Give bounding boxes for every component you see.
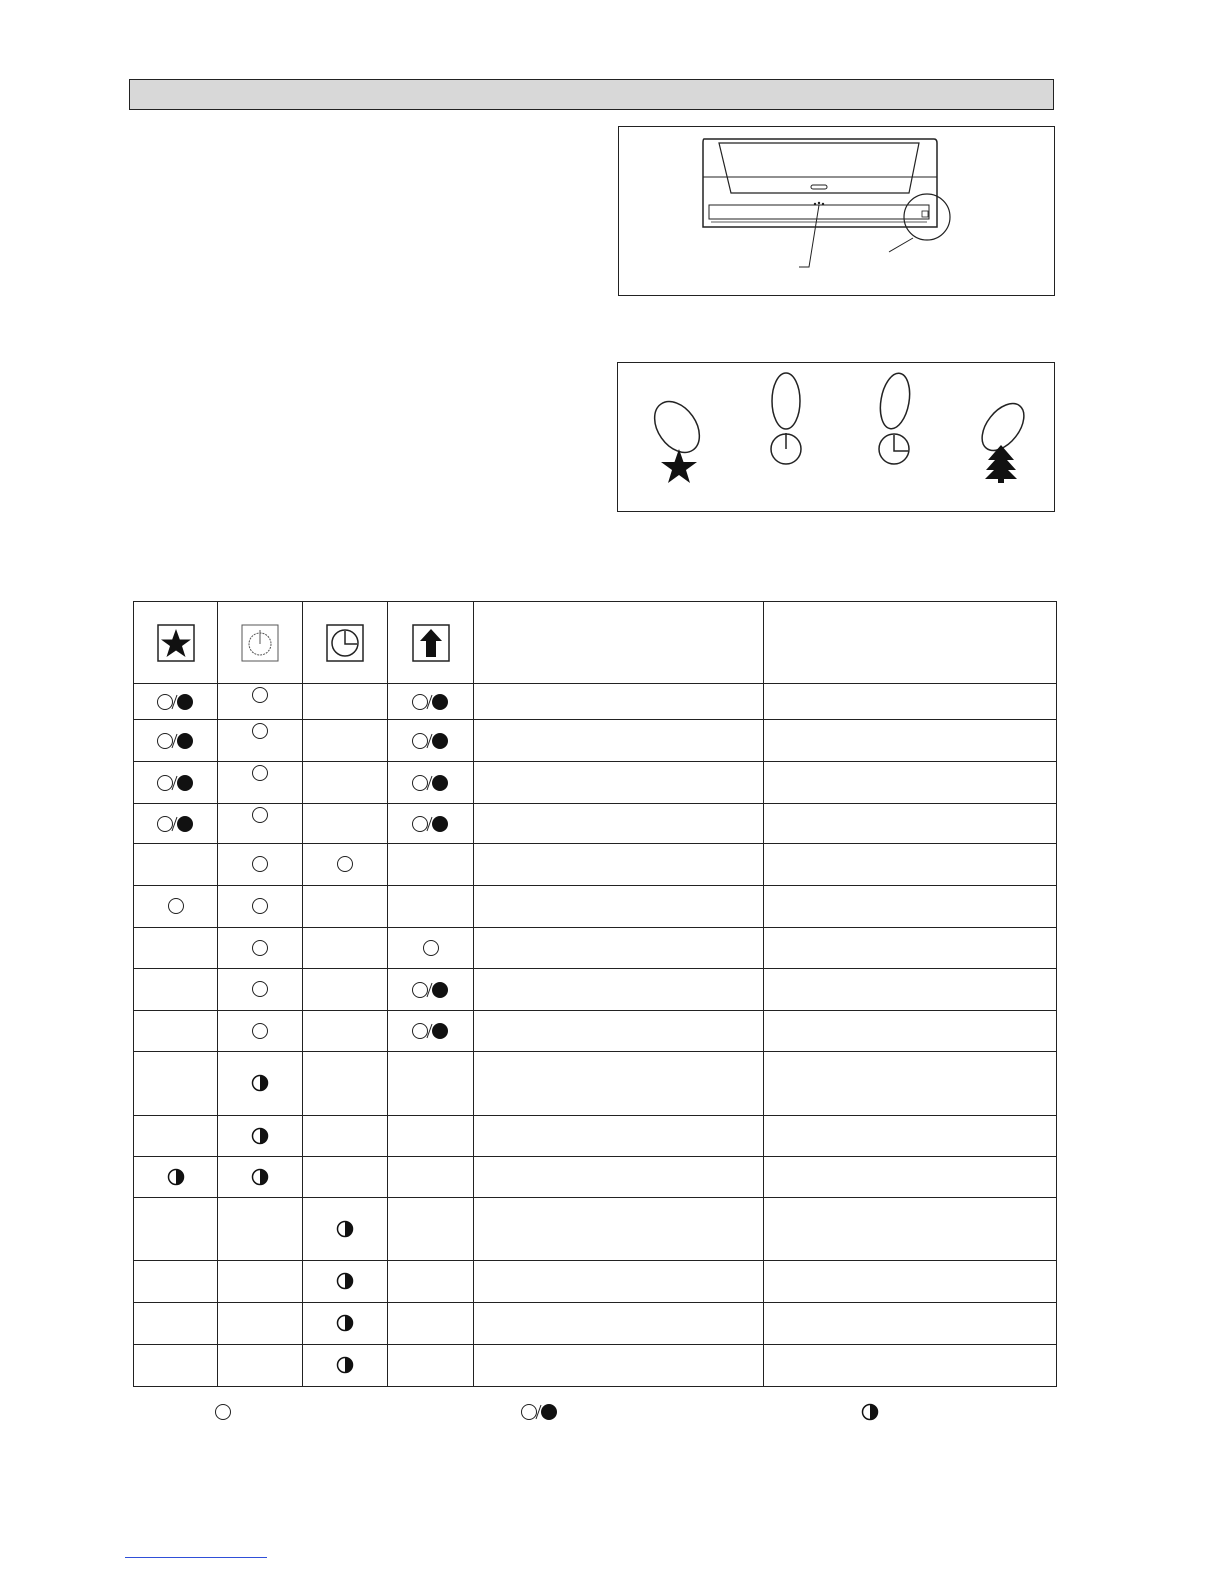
symbol-legend <box>0 1398 1224 1428</box>
on-or-off-lamp-icon <box>156 814 196 834</box>
table-row <box>134 804 1057 844</box>
star-icon <box>157 624 195 662</box>
table-cell-remarks <box>764 844 1057 886</box>
table-cell-star <box>134 1011 218 1052</box>
table-cell-remarks <box>764 1261 1057 1303</box>
table-cell-timer <box>303 1052 388 1116</box>
table-row <box>134 1011 1057 1052</box>
table-cell-timer <box>303 969 388 1011</box>
indicator-panel-illustration <box>618 363 1054 511</box>
blinking-lamp-icon <box>251 1127 269 1145</box>
table-cell-power <box>218 928 303 969</box>
table-cell-power <box>218 684 303 720</box>
table-cell-power <box>218 1261 303 1303</box>
table-cell-tree <box>388 1303 474 1345</box>
table-row <box>134 844 1057 886</box>
table-cell-power <box>218 844 303 886</box>
table-cell-tree <box>388 1261 474 1303</box>
table-cell-description <box>474 1198 764 1261</box>
table-cell-power <box>218 1011 303 1052</box>
table-cell-power <box>218 886 303 928</box>
table-cell-star <box>134 1157 218 1198</box>
on-or-off-lamp-icon <box>411 731 451 751</box>
table-cell-remarks <box>764 720 1057 762</box>
table-cell-timer <box>303 1261 388 1303</box>
table-cell-remarks <box>764 1052 1057 1116</box>
table-cell-star <box>134 1261 218 1303</box>
on-or-off-lamp-icon <box>411 814 451 834</box>
table-cell-star <box>134 1052 218 1116</box>
header-remarks <box>764 602 1057 684</box>
indoor-unit-illustration <box>619 127 1054 295</box>
table-cell-timer <box>303 762 388 804</box>
table-row <box>134 720 1057 762</box>
off-lamp-icon <box>251 764 269 782</box>
blinking-lamp-icon <box>336 1220 354 1238</box>
table-cell-tree <box>388 1198 474 1261</box>
table-row <box>134 928 1057 969</box>
section-header-bar <box>129 79 1054 110</box>
blinking-lamp-icon <box>251 1168 269 1186</box>
power-icon <box>241 624 279 662</box>
table-cell-description <box>474 1116 764 1157</box>
table-cell-power <box>218 969 303 1011</box>
table-cell-power <box>218 762 303 804</box>
off-lamp-icon <box>214 1403 232 1421</box>
table-cell-power <box>218 1052 303 1116</box>
blinking-lamp-icon <box>336 1272 354 1290</box>
header-tree <box>388 602 474 684</box>
off-lamp-icon <box>251 855 269 873</box>
table-cell-remarks <box>764 1157 1057 1198</box>
table-cell-tree <box>388 720 474 762</box>
table-cell-timer <box>303 720 388 762</box>
table-cell-star <box>134 762 218 804</box>
table-cell-star <box>134 1116 218 1157</box>
blinking-lamp-icon <box>336 1356 354 1374</box>
blinking-lamp-icon <box>336 1314 354 1332</box>
table-cell-star <box>134 969 218 1011</box>
off-lamp-icon <box>167 897 185 915</box>
blinking-lamp-icon <box>251 1074 269 1092</box>
table-row <box>134 1157 1057 1198</box>
on-or-off-lamp-icon <box>411 773 451 793</box>
table-row <box>134 1345 1057 1387</box>
table-cell-timer <box>303 1303 388 1345</box>
table-cell-tree <box>388 684 474 720</box>
on-or-off-lamp-icon <box>411 980 451 1000</box>
table-cell-tree <box>388 886 474 928</box>
table-cell-description <box>474 969 764 1011</box>
off-lamp-icon <box>251 897 269 915</box>
table-row <box>134 1052 1057 1116</box>
table-cell-timer <box>303 804 388 844</box>
timer-clock-icon <box>879 434 909 464</box>
off-lamp-icon <box>336 855 354 873</box>
table-cell-timer <box>303 1116 388 1157</box>
table-cell-power <box>218 1198 303 1261</box>
table-cell-description <box>474 844 764 886</box>
table-cell-power <box>218 1116 303 1157</box>
off-lamp-icon <box>251 806 269 824</box>
footer-link-underline <box>125 1557 267 1558</box>
on-or-off-lamp-icon <box>156 773 196 793</box>
table-row <box>134 1198 1057 1261</box>
table-cell-tree <box>388 1116 474 1157</box>
on-or-off-lamp-icon <box>156 692 196 712</box>
power-icon <box>771 433 801 464</box>
table-row <box>134 886 1057 928</box>
table-cell-star <box>134 1198 218 1261</box>
header-power <box>218 602 303 684</box>
table-row <box>134 1261 1057 1303</box>
table-cell-description <box>474 1345 764 1387</box>
table-cell-remarks <box>764 969 1057 1011</box>
table-cell-power <box>218 1345 303 1387</box>
blinking-lamp-icon <box>861 1403 879 1421</box>
table-cell-timer <box>303 844 388 886</box>
on-or-off-lamp-icon <box>156 731 196 751</box>
table-cell-tree <box>388 1157 474 1198</box>
table-cell-tree <box>388 969 474 1011</box>
table-cell-star <box>134 844 218 886</box>
table-cell-remarks <box>764 804 1057 844</box>
table-cell-timer <box>303 1345 388 1387</box>
table-cell-tree <box>388 804 474 844</box>
table-cell-tree <box>388 1345 474 1387</box>
table-cell-power <box>218 1303 303 1345</box>
table-row <box>134 1303 1057 1345</box>
table-cell-remarks <box>764 1198 1057 1261</box>
table-cell-description <box>474 762 764 804</box>
table-cell-tree <box>388 1011 474 1052</box>
on-or-off-lamp-icon <box>411 1021 451 1041</box>
indoor-unit-figure <box>618 126 1055 296</box>
table-row <box>134 762 1057 804</box>
lamp-status-table <box>133 601 1057 1387</box>
off-lamp-icon <box>251 686 269 704</box>
on-or-off-lamp-icon <box>411 692 451 712</box>
table-cell-description <box>474 886 764 928</box>
header-description <box>474 602 764 684</box>
table-cell-power <box>218 720 303 762</box>
table-cell-star <box>134 1303 218 1345</box>
table-cell-timer <box>303 684 388 720</box>
star-icon <box>661 449 697 483</box>
table-cell-power <box>218 804 303 844</box>
table-cell-description <box>474 720 764 762</box>
table-cell-star <box>134 720 218 762</box>
table-cell-star <box>134 1345 218 1387</box>
table-cell-power <box>218 1157 303 1198</box>
table-cell-remarks <box>764 684 1057 720</box>
table-cell-description <box>474 804 764 844</box>
table-cell-description <box>474 928 764 969</box>
header-timer <box>303 602 388 684</box>
tree-icon <box>412 624 450 662</box>
off-lamp-icon <box>251 939 269 957</box>
table-cell-description <box>474 684 764 720</box>
table-cell-remarks <box>764 1116 1057 1157</box>
table-cell-star <box>134 886 218 928</box>
table-row <box>134 1116 1057 1157</box>
table-cell-description <box>474 1261 764 1303</box>
indicator-panel-figure <box>617 362 1055 512</box>
table-cell-remarks <box>764 1345 1057 1387</box>
table-cell-timer <box>303 1198 388 1261</box>
table-cell-tree <box>388 844 474 886</box>
table-cell-description <box>474 1052 764 1116</box>
table-cell-remarks <box>764 886 1057 928</box>
table-cell-timer <box>303 1157 388 1198</box>
table-cell-timer <box>303 928 388 969</box>
off-lamp-icon <box>251 722 269 740</box>
off-lamp-icon <box>251 980 269 998</box>
table-cell-remarks <box>764 1011 1057 1052</box>
header-star <box>134 602 218 684</box>
table-cell-remarks <box>764 762 1057 804</box>
table-cell-tree <box>388 762 474 804</box>
table-cell-star <box>134 928 218 969</box>
table-cell-remarks <box>764 928 1057 969</box>
blinking-lamp-icon <box>167 1168 185 1186</box>
lamp-status-table-body <box>134 602 1057 1387</box>
table-cell-timer <box>303 886 388 928</box>
table-cell-star <box>134 684 218 720</box>
off-lamp-icon <box>422 939 440 957</box>
table-cell-star <box>134 804 218 844</box>
table-cell-description <box>474 1011 764 1052</box>
table-cell-tree <box>388 928 474 969</box>
table-cell-remarks <box>764 1303 1057 1345</box>
table-cell-description <box>474 1303 764 1345</box>
table-cell-tree <box>388 1052 474 1116</box>
table-cell-description <box>474 1157 764 1198</box>
timer-clock-icon <box>326 624 364 662</box>
table-cell-timer <box>303 1011 388 1052</box>
on-or-off-lamp-icon <box>520 1402 560 1422</box>
table-row <box>134 969 1057 1011</box>
table-row <box>134 684 1057 720</box>
table-header-row <box>134 602 1057 684</box>
off-lamp-icon <box>251 1022 269 1040</box>
